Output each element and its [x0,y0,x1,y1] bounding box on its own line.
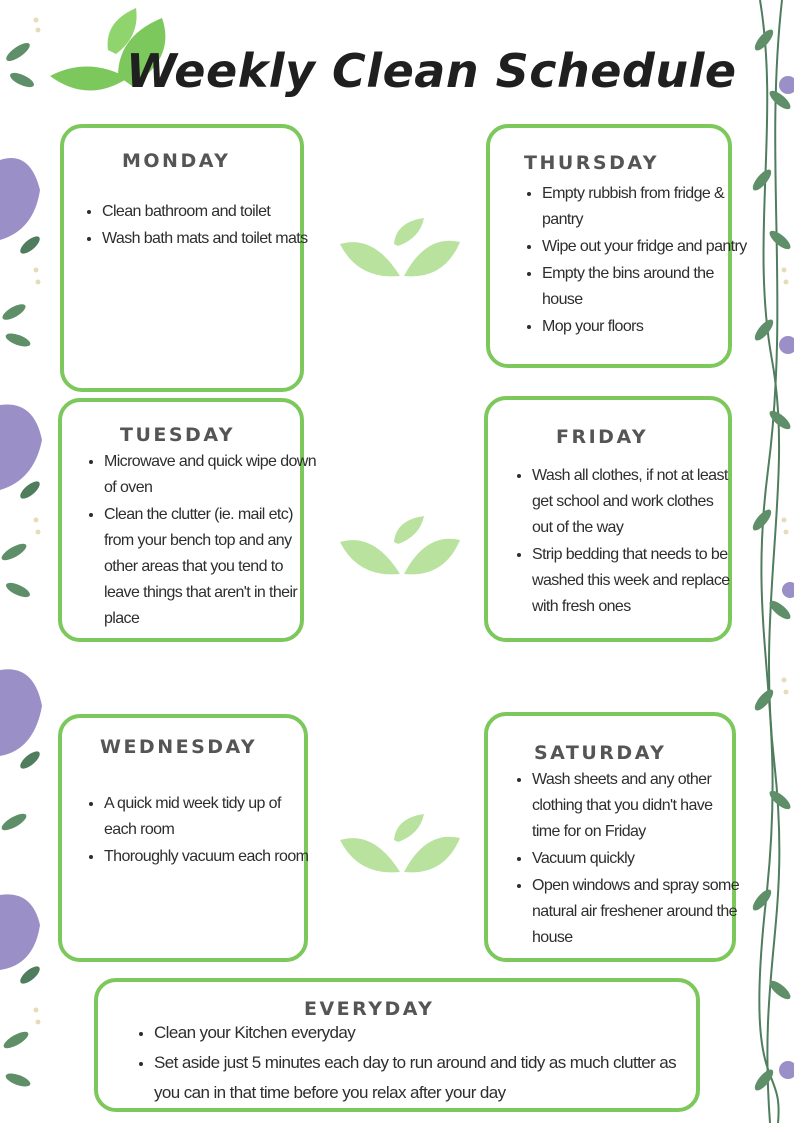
saturday-task-list [506,766,742,951]
wednesday-heading: WEDNESDAY [100,736,258,758]
wednesday-card [58,714,308,962]
monday-card [60,124,308,392]
everyday-card [94,978,700,1112]
flower-icon [779,76,794,1079]
task-item: • Strip bedding that needs to be washed this week and replace with fresh ones [532,541,732,620]
monday-task-list [76,198,312,252]
wednesday-task-list [78,790,316,870]
thursday-card [486,124,747,368]
friday-heading: FRIDAY [556,426,649,448]
right-floral-border [750,0,794,1123]
leaf-icon [338,216,462,288]
task-item: • Mop your floors [542,313,754,340]
task-item: • Empty rubbish from fridge & pantry [542,180,754,233]
monday-heading: MONDAY [122,150,231,172]
saturday-card [484,712,740,962]
thursday-heading: THURSDAY [524,152,660,174]
tuesday-heading: TUESDAY [120,424,235,446]
task-item: • Thoroughly vacuum each room [104,843,316,870]
friday-card [484,396,732,642]
task-item: • Wipe out your fridge and pantry [542,233,754,260]
left-floral-border [0,0,44,1123]
task-item: • Clean bathroom and toilet [102,198,312,225]
friday-task-list [506,462,732,620]
task-item: • Clean your Kitchen everyday [154,1018,694,1048]
task-item: • Empty the bins around the house [542,260,754,313]
tuesday-card [58,398,317,642]
task-item: • Wash sheets and any other clothing that you didn't have time for on Friday [532,766,742,845]
flower-icon [0,158,42,970]
task-item: • Microwave and quick wipe down of oven [104,448,318,501]
everyday-task-list [128,1018,694,1108]
task-item: • Vacuum quickly [532,845,742,872]
thursday-task-list [516,180,754,340]
vine-icon [759,0,782,1123]
everyday-heading: EVERYDAY [304,998,435,1020]
leaf-icon [338,514,462,586]
task-item: • Wash all clothes, if not at least get school and work clothes out of the way [532,462,732,541]
tuesday-task-list [78,448,318,632]
page-title: Weekly Clean Schedule [126,44,737,98]
task-item: • Open windows and spray some natural air freshener around the house [532,872,742,951]
task-item: • Set aside just 5 minutes each day to run around and tidy as much clutter as you can in that time before you relax after your day [154,1048,694,1108]
leaf-icon [338,812,462,884]
task-item: • A quick mid week tidy up of each room [104,790,316,843]
task-item: • Clean the clutter (ie. mail etc) from your bench top and any other areas that you tend to leave things that aren't in their place [104,501,318,632]
task-item: • Wash bath mats and toilet mats [102,225,312,252]
saturday-heading: SATURDAY [534,742,667,764]
